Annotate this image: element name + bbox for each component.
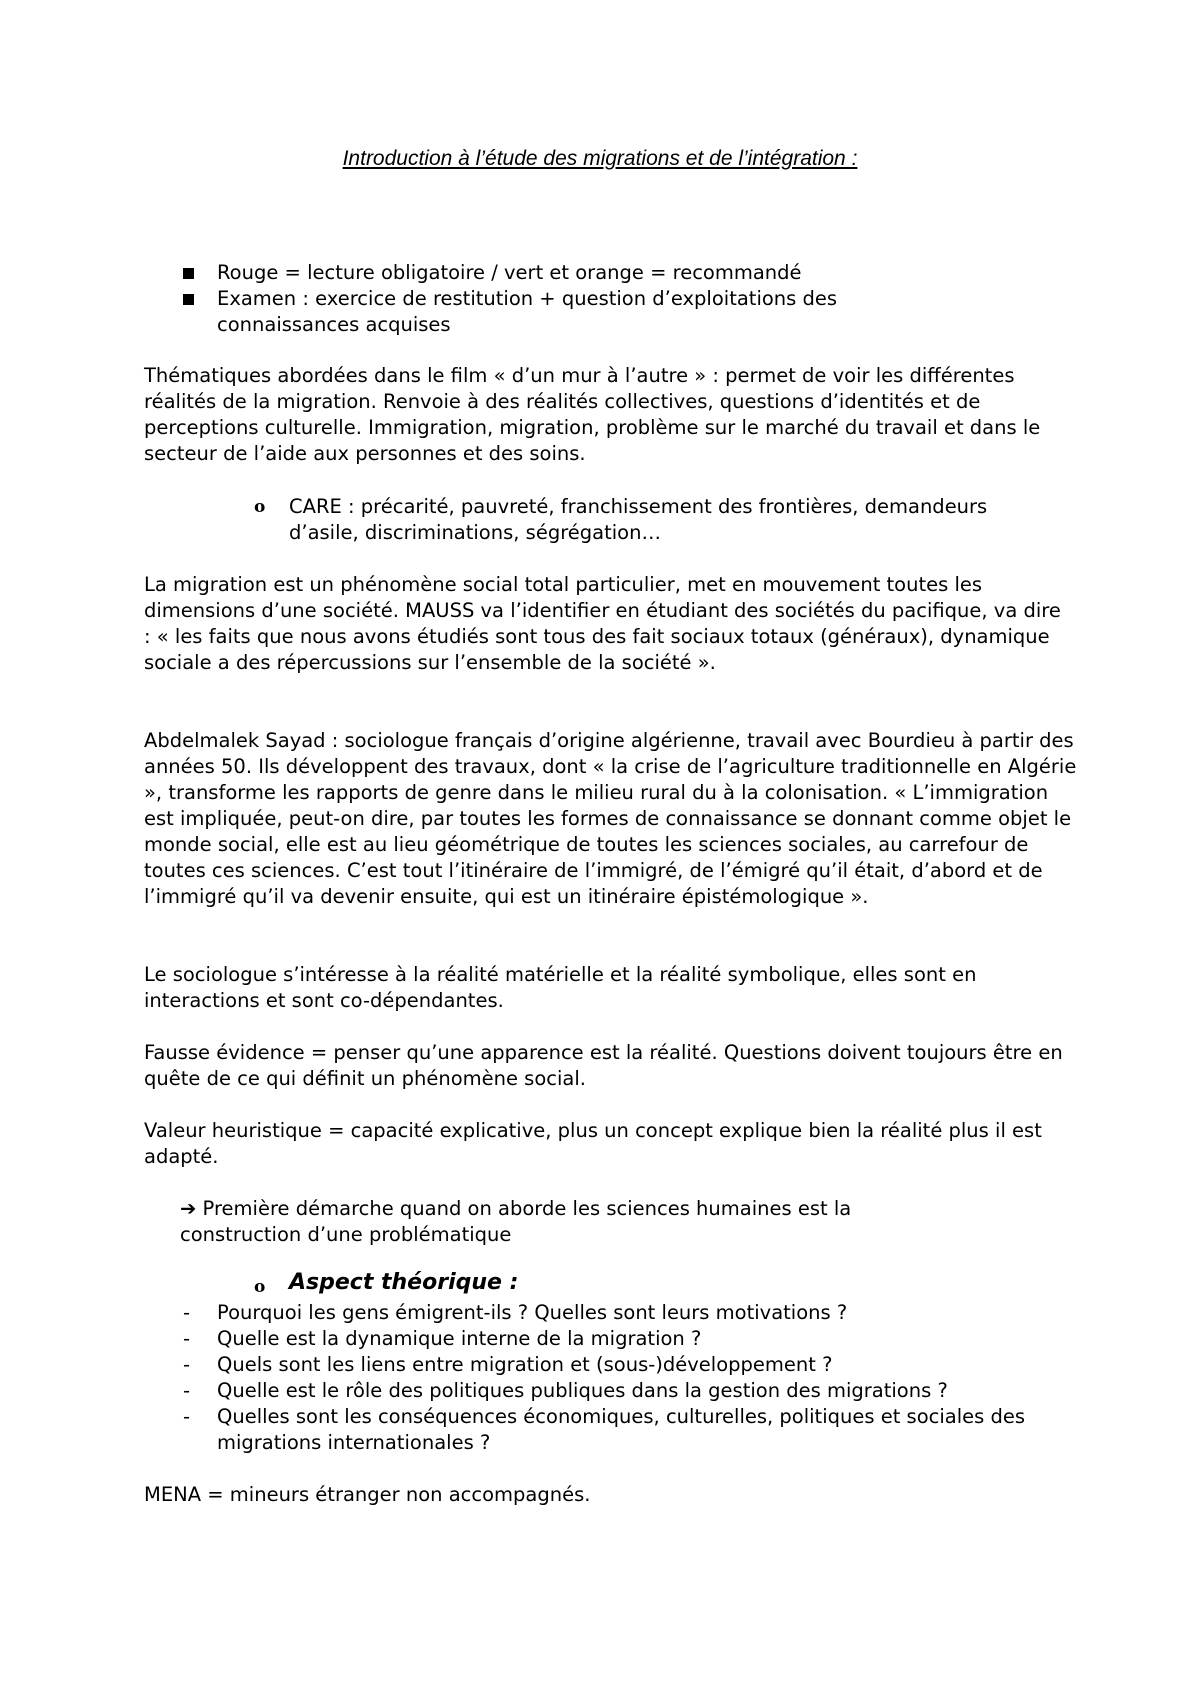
document-title: Introduction à l’étude des migrations et de l’intégration : [342, 147, 858, 170]
dash-bullet-icon: - [183, 1379, 191, 1402]
dash-bullet-icon: - [183, 1327, 191, 1350]
question-item [180, 1378, 1117, 1404]
right-arrow-icon: ➔ [180, 1197, 197, 1220]
question-text: Quelle est le rôle des politiques publiques dans la gestion des migrations ? [217, 1379, 948, 1402]
paragraph-mauss: La migration est un phénomène social total particulier, met en mouvement toutes les dimensions d’une société. MAUSS va l’identifier en étudiant des sociétés du pacifique, va dire : « les faits que nous avons étudiés sont tous des fait sociaux totaux (généraux), dynamique sociale a des répercussions sur l’ensemble de la société ». [144, 573, 1061, 674]
question-text: Quels sont les liens entre migration et (sous-)développement ? [217, 1353, 833, 1376]
paragraph-thematiques: Thématiques abordées dans le film « d’un mur à l’autre » : permet de voir les différentes réalités de la migration. Renvoie à des réalités collectives, questions d’identités et de perceptions culturelle. Immigration, migration, problème sur le marché du travail et dans le secteur de l’aide aux personnes et des soins. [144, 364, 1041, 465]
circle-bullet-icon: o [254, 1277, 266, 1297]
aspect-heading-item [254, 1270, 889, 1296]
question-text: Quelles sont les conséquences économiques, culturelles, politiques et sociales des migrations internationales ? [217, 1405, 1026, 1454]
question-item [180, 1404, 1037, 1456]
paragraph-sociologue: Le sociologue s’intéresse à la réalité matérielle et la réalité symbolique, elles sont en interactions et sont co-dépendantes. [144, 963, 977, 1012]
bullet-item [180, 260, 1117, 286]
square-bullet-icon [183, 268, 194, 279]
dash-bullet-icon: - [183, 1405, 191, 1428]
arrow-note [180, 1196, 970, 1248]
paragraph-sayad: Abdelmalek Sayad : sociologue français d’origine algérienne, travail avec Bourdieu à partir des années 50. Ils développent des travaux, dont « la crise de l’agriculture traditionnelle en Algérie », transforme les rapports de genre dans le milieu rural du à la colonisation. « L’immigration est impliquée, peut-on dire, par toutes les formes de connaissance se donnant comme objet le monde social, elle est au lieu géométrique de toutes les sciences sociales, au carrefour de toutes ces sciences. C’est tout l’itinéraire de l’immigré, de l’émigré qu’il était, d’abord et de l’immigré qu’il va devenir ensuite, qui est un itinéraire épistémologique ». [144, 729, 1077, 908]
bullet-text: Rouge = lecture obligatoire / vert et orange = recommandé [217, 261, 802, 284]
circle-bullet-item [254, 494, 989, 546]
paragraph-valeur-heuristique: Valeur heuristique = capacité explicative, plus un concept explique bien la réalité plus il est adapté. [144, 1119, 1042, 1168]
question-item [180, 1300, 1117, 1326]
paragraph-mena: MENA = mineurs étranger non accompagnés. [144, 1483, 591, 1506]
question-item [180, 1326, 1117, 1352]
care-text: CARE : précarité, pauvreté, franchissement des frontières, demandeurs d’asile, discriminations, ségrégation… [289, 495, 988, 544]
paragraph-fausse-evidence: Fausse évidence = penser qu’une apparence est la réalité. Questions doivent toujours être en quête de ce qui définit un phénomène social. [144, 1041, 1063, 1090]
question-text: Quelle est la dynamique interne de la migration ? [217, 1327, 702, 1350]
dash-bullet-icon: - [183, 1301, 191, 1324]
bullet-text: Examen : exercice de restitution + question d’exploitations des connaissances acquises [217, 287, 838, 336]
question-item [180, 1352, 1117, 1378]
bullet-item [180, 286, 977, 338]
square-bullet-icon [183, 294, 194, 305]
aspect-heading: Aspect théorique : [289, 1270, 519, 1295]
question-text: Pourquoi les gens émigrent-ils ? Quelles sont leurs motivations ? [217, 1301, 848, 1324]
circle-bullet-icon: o [254, 497, 266, 517]
arrow-note-text: Première démarche quand on aborde les sciences humaines est la construction d’une problématique [180, 1197, 852, 1246]
dash-bullet-icon: - [183, 1353, 191, 1376]
